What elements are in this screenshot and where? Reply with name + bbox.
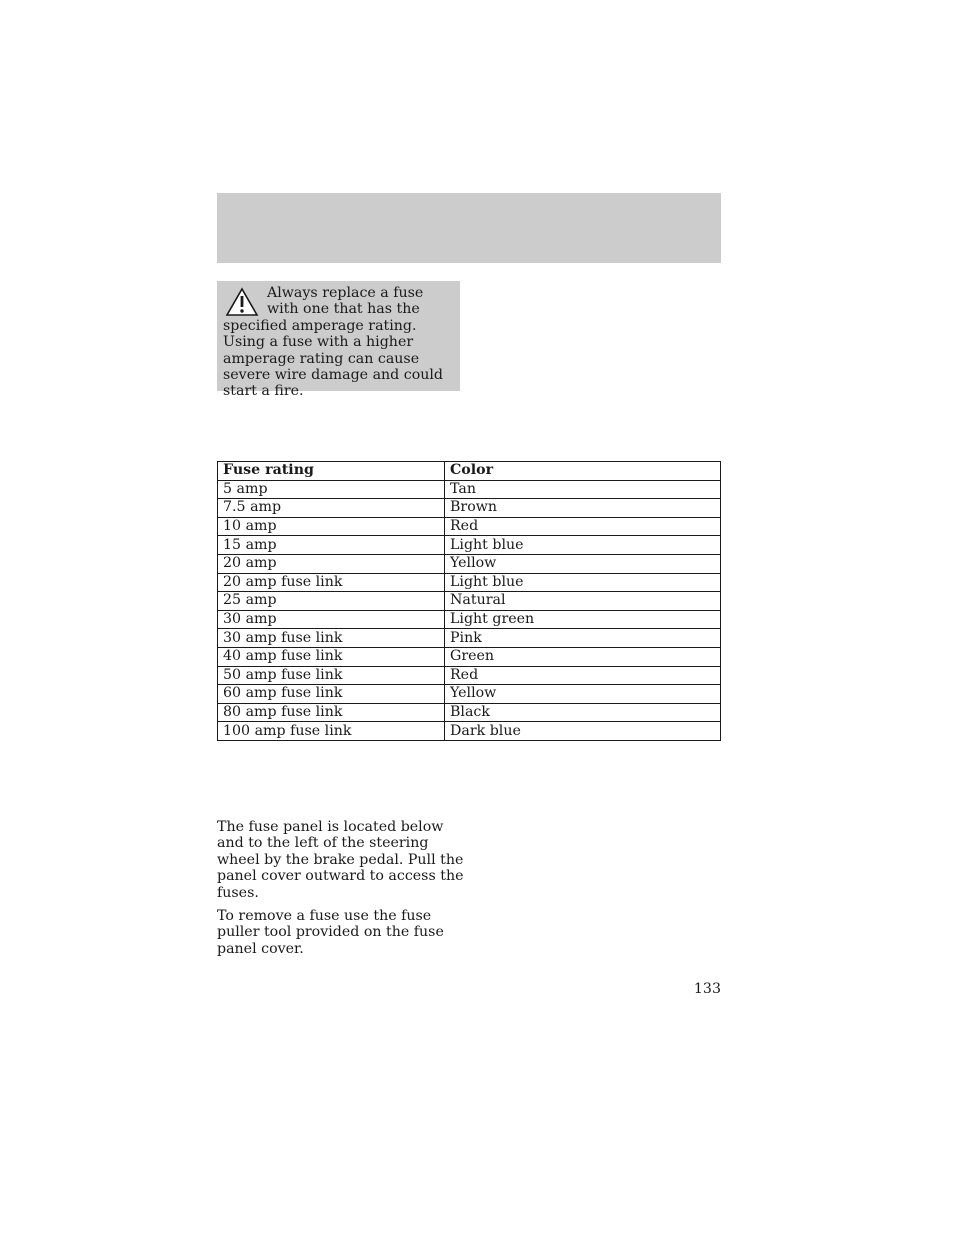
table-row <box>218 666 721 685</box>
fuse-rating-cell: 15 amp <box>218 536 445 555</box>
paragraph-fuse-removal: To remove a fuse use the fuse puller tool provided on the fuse panel cover. <box>217 908 444 957</box>
paragraph-fuse-panel-location: The fuse panel is located below and to the left of the steering wheel by the brake pedal. Pull the panel cover outward to access the fuses. <box>217 819 464 901</box>
section-header-band <box>217 193 721 263</box>
table-row <box>218 703 721 722</box>
table-header-row <box>218 462 721 481</box>
fuse-rating-cell: 30 amp fuse link <box>218 629 445 648</box>
fuse-color-cell: Light green <box>445 610 721 629</box>
table-row <box>218 647 721 666</box>
fuse-rating-cell: 60 amp fuse link <box>218 685 445 704</box>
table-row <box>218 536 721 555</box>
fuse-rating-cell: 25 amp <box>218 592 445 611</box>
table-row <box>218 573 721 592</box>
table-row <box>218 629 721 648</box>
table-row <box>218 592 721 611</box>
fuse-color-cell: Natural <box>445 592 721 611</box>
fuse-color-cell: Red <box>445 517 721 536</box>
table-row <box>218 685 721 704</box>
table-row <box>218 517 721 536</box>
fuse-rating-cell: 7.5 amp <box>218 499 445 518</box>
page-number: 133 <box>693 981 721 997</box>
fuse-rating-cell: 10 amp <box>218 517 445 536</box>
table-row <box>218 554 721 573</box>
fuse-color-cell: Red <box>445 666 721 685</box>
fuse-rating-cell: 30 amp <box>218 610 445 629</box>
column-header-fuse-rating: Fuse rating <box>218 462 445 481</box>
fuse-color-cell: Pink <box>445 629 721 648</box>
fuse-rating-cell: 20 amp <box>218 554 445 573</box>
fuse-rating-cell: 40 amp fuse link <box>218 647 445 666</box>
fuse-rating-cell: 50 amp fuse link <box>218 666 445 685</box>
fuse-rating-table <box>217 461 721 741</box>
fuse-color-cell: Light blue <box>445 573 721 592</box>
fuse-color-cell: Brown <box>445 499 721 518</box>
column-header-color: Color <box>445 462 721 481</box>
fuse-color-cell: Yellow <box>445 685 721 704</box>
table-row <box>218 499 721 518</box>
fuse-color-cell: Black <box>445 703 721 722</box>
fuse-color-cell: Dark blue <box>445 722 721 741</box>
table-row <box>218 722 721 741</box>
fuse-color-cell: Tan <box>445 480 721 499</box>
fuse-color-cell: Green <box>445 647 721 666</box>
table-row <box>218 480 721 499</box>
warning-text: Always replace a fuse with one that has the specified amperage rating. Using a fuse with a higher amperage rating can cause severe wire damage and could start a fire. <box>223 285 444 400</box>
body-text <box>217 819 467 964</box>
fuse-rating-cell: 20 amp fuse link <box>218 573 445 592</box>
warning-triangle-icon <box>225 287 259 317</box>
fuse-rating-cell: 100 amp fuse link <box>218 722 445 741</box>
fuse-color-cell: Light blue <box>445 536 721 555</box>
fuse-color-cell: Yellow <box>445 554 721 573</box>
warning-callout <box>217 281 460 400</box>
fuse-rating-cell: 80 amp fuse link <box>218 703 445 722</box>
table-row <box>218 610 721 629</box>
fuse-rating-cell: 5 amp <box>218 480 445 499</box>
